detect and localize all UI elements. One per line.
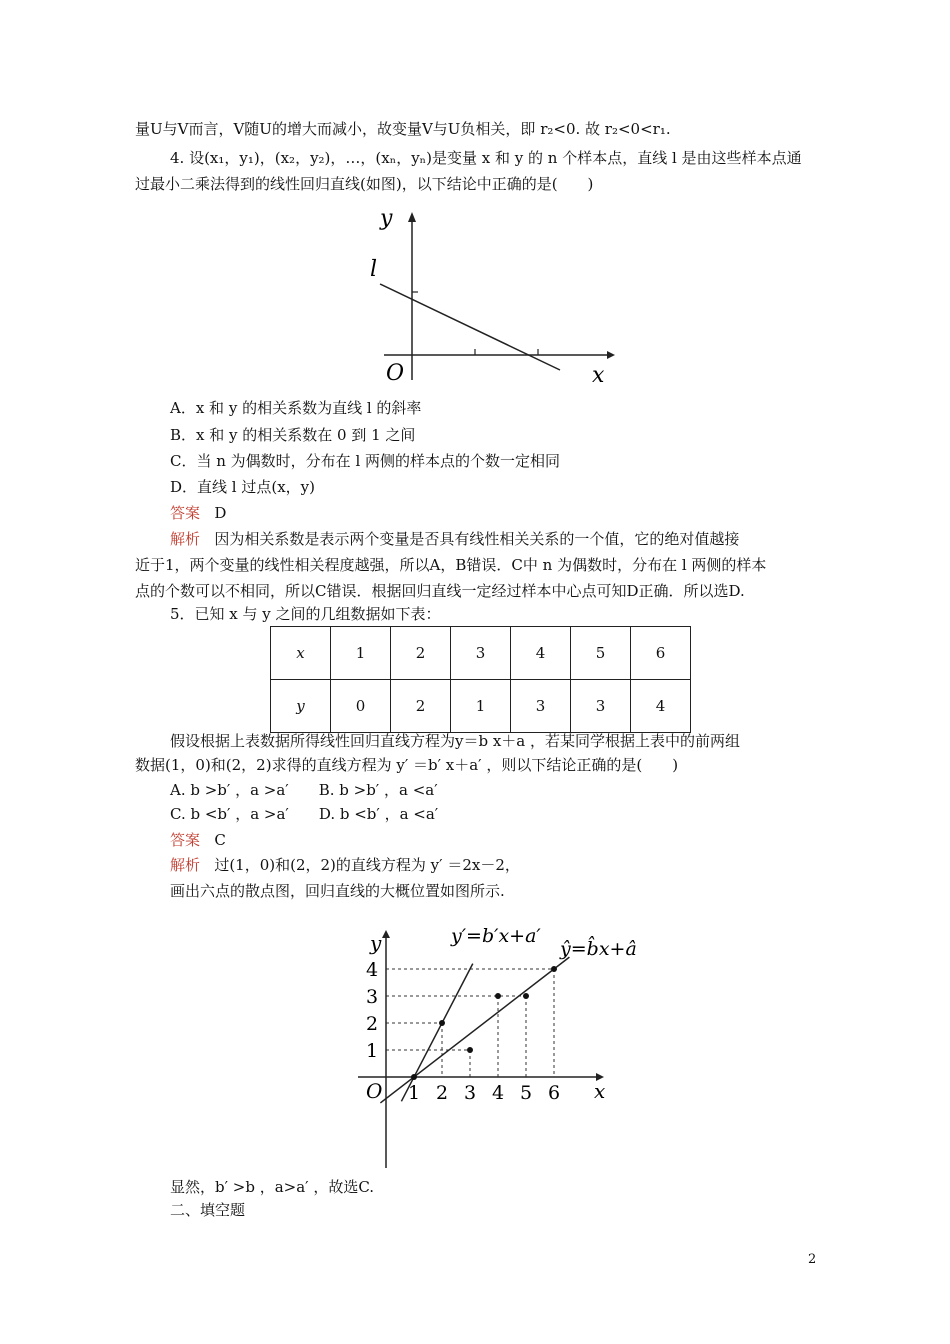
table-cell: 5	[571, 627, 631, 680]
line-l	[380, 284, 560, 370]
table-cell: 3	[451, 627, 511, 680]
x-axis-label: x	[594, 1079, 606, 1103]
answer-5	[170, 830, 226, 850]
table-cell: 2	[391, 627, 451, 680]
explanation-5-line2: 画出六点的散点图，回归直线的大概位置如图所示.	[170, 882, 505, 900]
table-row	[271, 627, 691, 680]
x-axis-arrow-icon	[607, 351, 615, 359]
y-tick-label: 3	[366, 986, 379, 1008]
table-cell: x	[271, 627, 331, 680]
origin-label: O	[366, 1079, 383, 1103]
scatter-point	[439, 1020, 445, 1026]
explanation-4-line2: 近于1，两个变量的线性相关程度越强，所以A，B错误．C中 n 为偶数时，分布在 l 两侧的样本	[135, 556, 767, 574]
text-line: 量U与V而言，V随U的增大而减小，故变量V与U负相关，即 r₂<0. 故 r₂<0<r₁.	[135, 120, 671, 138]
question-4-line2: 过最小二乘法得到的线性回归直线(如图)，以下结论中正确的是( )	[135, 175, 594, 193]
table-cell: 3	[511, 680, 571, 733]
y-axis-arrow-icon	[408, 212, 416, 222]
table-cell: 6	[631, 627, 691, 680]
y-axis-label: y	[380, 206, 393, 231]
table-cell: y	[271, 680, 331, 733]
tick-labels	[366, 959, 560, 1104]
explanation-5-line1	[170, 855, 520, 875]
line-equation-hat: ŷ=b̂x+â	[560, 938, 637, 960]
x-tick-label: 3	[464, 1082, 477, 1104]
y-axis-arrow-icon	[382, 930, 390, 938]
explanation-text: 过(1，0)和(2，2)的直线方程为 y′ ＝2x－2，	[214, 856, 520, 874]
option-ab-5: A. b >b′ ，a >a′ B. b >b′ ，a <a′	[170, 781, 438, 799]
explanation-text: 因为相关系数是表示两个变量是否具有线性相关关系的一个值，它的绝对值越接	[214, 530, 740, 548]
table-cell: 4	[511, 627, 571, 680]
line-equation-prime: y′=b′x+a′	[451, 925, 541, 947]
option-b: B．x 和 y 的相关系数在 0 到 1 之间	[170, 426, 416, 444]
scatter-point	[523, 993, 529, 999]
answer-tag: 答案	[170, 831, 201, 849]
x-tick-label: 2	[436, 1082, 449, 1104]
table-cell: 0	[331, 680, 391, 733]
option-a: A．x 和 y 的相关系数为直线 l 的斜率	[170, 399, 422, 417]
origin-label: O	[386, 361, 405, 386]
x-tick-label: 4	[492, 1082, 505, 1104]
explanation-4-line3: 点的个数可以不相同，所以C错误．根据回归直线一定经过样本中心点可知D正确．所以选D.	[135, 582, 745, 600]
table-cell: 2	[391, 680, 451, 733]
conclusion: 显然，b′ >b ，a>a′ ，故选C.	[170, 1178, 375, 1196]
y-tick-label: 2	[366, 1013, 379, 1035]
table-cell: 4	[631, 680, 691, 733]
y-tick-label: 4	[366, 959, 379, 981]
line-l-label: l	[370, 257, 378, 282]
page-number: 2	[808, 1252, 817, 1267]
option-d: D．直线 l 过点(x，y)	[170, 478, 315, 496]
table-row	[271, 680, 691, 733]
scatter-point	[495, 993, 501, 999]
answer-value: C	[214, 831, 226, 849]
answer-tag: 答案	[170, 504, 201, 522]
question-5: 5．已知 x 与 y 之间的几组数据如下表：	[170, 605, 441, 623]
scatter-point	[551, 966, 557, 972]
answer-value: D	[214, 504, 227, 522]
explanation-tag: 解析	[170, 530, 201, 548]
table-cell: 3	[571, 680, 631, 733]
scatter-point	[411, 1074, 417, 1080]
question-4-line1: 4. 设(x₁，y₁)，(x₂，y₂)，…，(xₙ，yₙ)是变量 x 和 y 的 n 个样本点，直线 l 是由这些样本点通	[170, 149, 802, 167]
data-table	[270, 626, 691, 733]
x-tick-label: 5	[520, 1082, 533, 1104]
x-tick-label: 1	[408, 1082, 421, 1104]
guide-lines	[386, 969, 554, 1077]
question-5-line3: 数据(1，0)和(2，2)求得的直线方程为 y′ ＝b′ x＋a′ ，则以下结论正确的是( )	[135, 756, 679, 774]
y-axis-label: y	[370, 931, 382, 955]
regression-line-figure	[362, 200, 622, 392]
option-c: C．当 n 为偶数时，分布在 l 两侧的样本点的个数一定相同	[170, 452, 561, 470]
line-prime	[401, 964, 472, 1102]
option-cd-5: C. b <b′ ，a >a′ D. b <b′ ，a <a′	[170, 805, 439, 823]
explanation-tag: 解析	[170, 856, 201, 874]
question-5-line2: 假设根据上表数据所得线性回归直线方程为y＝b x＋a ，若某同学根据上表中的前两组	[170, 732, 741, 750]
scatter-point	[467, 1047, 473, 1053]
answer-4	[170, 503, 226, 523]
y-tick-label: 1	[366, 1040, 379, 1062]
scatter-regression-figure	[338, 906, 648, 1170]
x-tick-label: 6	[548, 1082, 561, 1104]
x-axis-label: x	[592, 363, 605, 388]
section-heading: 二、填空题	[170, 1201, 246, 1219]
explanation-4-line1	[170, 529, 739, 549]
table-cell: 1	[451, 680, 511, 733]
table-cell: 1	[331, 627, 391, 680]
